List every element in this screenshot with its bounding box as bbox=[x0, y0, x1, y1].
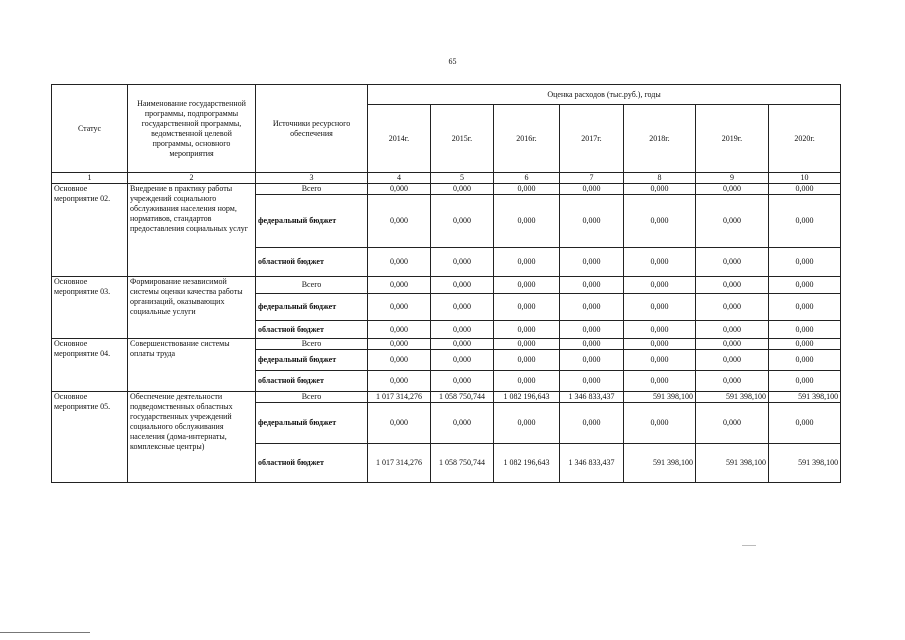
expense-value: 1 017 314,276 bbox=[368, 444, 431, 483]
expense-value: 0,000 bbox=[368, 195, 431, 248]
column-number: 4 bbox=[368, 173, 431, 184]
measure-name: Совершенствование системы оплаты труда bbox=[128, 339, 256, 392]
funding-source: областной бюджет bbox=[256, 321, 368, 339]
expense-value: 0,000 bbox=[431, 195, 494, 248]
column-number: 6 bbox=[494, 173, 560, 184]
column-numbers-row bbox=[52, 173, 841, 184]
expenses-table bbox=[51, 84, 841, 483]
expense-value: 1 058 750,744 bbox=[431, 392, 494, 403]
expense-value: 1 082 196,643 bbox=[494, 392, 560, 403]
page-number: 65 bbox=[448, 57, 457, 66]
column-number: 2 bbox=[128, 173, 256, 184]
expense-value: 0,000 bbox=[494, 350, 560, 371]
expense-value: 0,000 bbox=[624, 339, 696, 350]
footer-tick bbox=[742, 545, 756, 546]
expense-value: 0,000 bbox=[769, 184, 841, 195]
expense-value: 0,000 bbox=[696, 403, 769, 444]
expense-value: 0,000 bbox=[494, 294, 560, 321]
funding-source: Всего bbox=[256, 339, 368, 350]
header-year: 2015г. bbox=[431, 105, 494, 173]
expense-value: 0,000 bbox=[624, 321, 696, 339]
column-number: 9 bbox=[696, 173, 769, 184]
expense-value: 0,000 bbox=[560, 195, 624, 248]
expense-value: 591 398,100 bbox=[624, 444, 696, 483]
expense-value: 0,000 bbox=[494, 371, 560, 392]
expense-value: 0,000 bbox=[560, 277, 624, 294]
table-row bbox=[52, 277, 841, 294]
expense-value: 0,000 bbox=[560, 350, 624, 371]
funding-source: Всего bbox=[256, 392, 368, 403]
funding-source: Всего bbox=[256, 277, 368, 294]
expense-value: 1 058 750,744 bbox=[431, 444, 494, 483]
measure-name: Внедрение в практику работы учреждений социального обслуживания населения норм, нормативов, стандартов предоставления социальных услуг bbox=[128, 184, 256, 277]
expense-value: 591 398,100 bbox=[696, 444, 769, 483]
table-row bbox=[52, 184, 841, 195]
expense-value: 0,000 bbox=[624, 294, 696, 321]
table-row bbox=[52, 392, 841, 403]
expense-value: 0,000 bbox=[696, 350, 769, 371]
expense-value: 591 398,100 bbox=[769, 444, 841, 483]
funding-source: Всего bbox=[256, 184, 368, 195]
column-number: 10 bbox=[769, 173, 841, 184]
expense-value: 0,000 bbox=[494, 339, 560, 350]
expense-value: 0,000 bbox=[696, 184, 769, 195]
table-row bbox=[52, 339, 841, 350]
header-year: 2020г. bbox=[769, 105, 841, 173]
expense-value: 0,000 bbox=[696, 294, 769, 321]
expense-value: 0,000 bbox=[368, 248, 431, 277]
expense-value: 0,000 bbox=[494, 248, 560, 277]
header-status: Статус bbox=[52, 85, 128, 173]
expense-value: 0,000 bbox=[696, 277, 769, 294]
expense-value: 0,000 bbox=[769, 403, 841, 444]
measure-status: Основное мероприятие 05. bbox=[52, 392, 128, 483]
expense-value: 0,000 bbox=[624, 371, 696, 392]
expense-value: 0,000 bbox=[769, 371, 841, 392]
expense-value: 0,000 bbox=[696, 371, 769, 392]
expense-value: 591 398,100 bbox=[624, 392, 696, 403]
expense-value: 1 082 196,643 bbox=[494, 444, 560, 483]
funding-source: областной бюджет bbox=[256, 371, 368, 392]
expense-value: 0,000 bbox=[769, 294, 841, 321]
expense-value: 0,000 bbox=[769, 248, 841, 277]
expense-value: 0,000 bbox=[624, 248, 696, 277]
expense-value: 0,000 bbox=[624, 403, 696, 444]
expense-value: 591 398,100 bbox=[769, 392, 841, 403]
expense-value: 0,000 bbox=[696, 195, 769, 248]
header-year: 2018г. bbox=[624, 105, 696, 173]
funding-source: федеральный бюджет bbox=[256, 403, 368, 444]
footer-mark bbox=[0, 632, 90, 636]
expense-value: 0,000 bbox=[696, 321, 769, 339]
expense-value: 0,000 bbox=[696, 339, 769, 350]
expense-value: 0,000 bbox=[431, 277, 494, 294]
expense-value: 591 398,100 bbox=[696, 392, 769, 403]
expense-value: 0,000 bbox=[368, 294, 431, 321]
expense-value: 0,000 bbox=[769, 339, 841, 350]
header-year: 2017г. bbox=[560, 105, 624, 173]
expense-value: 0,000 bbox=[431, 184, 494, 195]
expense-value: 0,000 bbox=[696, 248, 769, 277]
measure-status: Основное мероприятие 02. bbox=[52, 184, 128, 277]
expense-value: 0,000 bbox=[560, 403, 624, 444]
expense-value: 1 346 833,437 bbox=[560, 444, 624, 483]
funding-source: федеральный бюджет bbox=[256, 350, 368, 371]
expense-value: 0,000 bbox=[560, 294, 624, 321]
funding-source: областной бюджет bbox=[256, 444, 368, 483]
expense-value: 0,000 bbox=[368, 350, 431, 371]
measure-name: Обеспечение деятельности подведомственных областных государственных учреждений социального обслуживания населения (дома-интернаты, комплексные центры) bbox=[128, 392, 256, 483]
expense-value: 0,000 bbox=[624, 350, 696, 371]
measure-status: Основное мероприятие 04. bbox=[52, 339, 128, 392]
expense-value: 0,000 bbox=[431, 321, 494, 339]
expense-value: 0,000 bbox=[368, 321, 431, 339]
expense-value: 0,000 bbox=[368, 371, 431, 392]
expense-value: 0,000 bbox=[624, 277, 696, 294]
expense-value: 0,000 bbox=[431, 350, 494, 371]
expense-value: 0,000 bbox=[431, 339, 494, 350]
expense-value: 0,000 bbox=[431, 294, 494, 321]
column-number: 8 bbox=[624, 173, 696, 184]
expense-value: 0,000 bbox=[560, 339, 624, 350]
header-year: 2014г. bbox=[368, 105, 431, 173]
table-body bbox=[52, 173, 841, 483]
expense-value: 0,000 bbox=[494, 195, 560, 248]
expense-value: 0,000 bbox=[494, 321, 560, 339]
expense-value: 0,000 bbox=[368, 277, 431, 294]
expense-value: 0,000 bbox=[431, 403, 494, 444]
header-name: Наименование государственной программы, подпрограммы государственной программы, ведомственной целевой программы, основного мероприятия bbox=[128, 85, 256, 173]
column-number: 7 bbox=[560, 173, 624, 184]
expense-value: 0,000 bbox=[769, 321, 841, 339]
expense-value: 0,000 bbox=[769, 277, 841, 294]
funding-source: федеральный бюджет bbox=[256, 195, 368, 248]
expense-value: 0,000 bbox=[368, 403, 431, 444]
expense-value: 1 017 314,276 bbox=[368, 392, 431, 403]
expense-value: 0,000 bbox=[560, 371, 624, 392]
expense-value: 0,000 bbox=[560, 321, 624, 339]
expense-value: 0,000 bbox=[624, 184, 696, 195]
funding-source: областной бюджет bbox=[256, 248, 368, 277]
expense-value: 0,000 bbox=[494, 403, 560, 444]
expense-value: 0,000 bbox=[368, 339, 431, 350]
column-number: 1 bbox=[52, 173, 128, 184]
header-year: 2019г. bbox=[696, 105, 769, 173]
expense-value: 0,000 bbox=[368, 184, 431, 195]
expense-value: 0,000 bbox=[431, 371, 494, 392]
expense-value: 1 346 833,437 bbox=[560, 392, 624, 403]
header-sources: Источники ресурсного обеспечения bbox=[256, 85, 368, 173]
header-expenses: Оценка расходов (тыс.руб.), годы bbox=[368, 85, 841, 105]
expense-value: 0,000 bbox=[769, 195, 841, 248]
table-header bbox=[52, 85, 841, 173]
column-number: 3 bbox=[256, 173, 368, 184]
measure-name: Формирование независимой системы оценки качества работы организаций, оказывающих социальные услуги bbox=[128, 277, 256, 339]
measure-status: Основное мероприятие 03. bbox=[52, 277, 128, 339]
header-year: 2016г. bbox=[494, 105, 560, 173]
expense-value: 0,000 bbox=[624, 195, 696, 248]
expense-value: 0,000 bbox=[560, 248, 624, 277]
funding-source: федеральный бюджет bbox=[256, 294, 368, 321]
expense-value: 0,000 bbox=[494, 184, 560, 195]
expense-value: 0,000 bbox=[560, 184, 624, 195]
expense-value: 0,000 bbox=[494, 277, 560, 294]
expense-value: 0,000 bbox=[431, 248, 494, 277]
column-number: 5 bbox=[431, 173, 494, 184]
expense-value: 0,000 bbox=[769, 350, 841, 371]
